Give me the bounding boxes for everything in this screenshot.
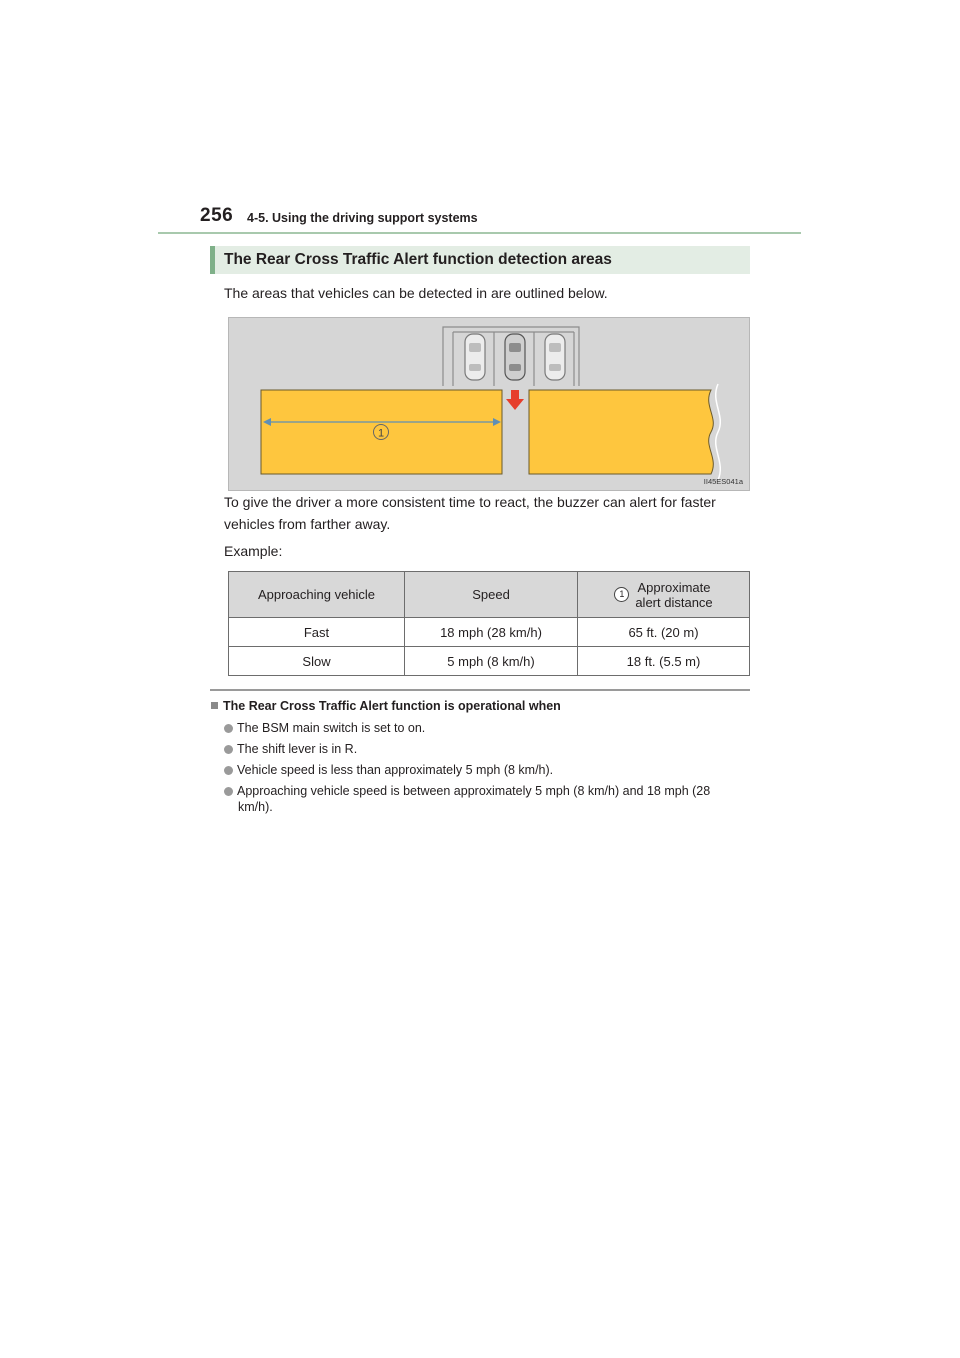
header-approaching-vehicle: Approaching vehicle bbox=[229, 572, 405, 618]
bullet-icon bbox=[224, 724, 233, 733]
header-alert-distance bbox=[578, 572, 750, 618]
section-title: The Rear Cross Traffic Alert function detection areas bbox=[224, 251, 612, 268]
bullet-icon bbox=[224, 745, 233, 754]
table-row bbox=[229, 647, 750, 676]
bullet-icon bbox=[224, 787, 233, 796]
alert-distance-table bbox=[228, 571, 750, 676]
bullet-icon bbox=[224, 766, 233, 775]
detection-area-diagram bbox=[229, 318, 750, 491]
header-alert-distance-label: alert distance bbox=[635, 594, 713, 610]
header-divider bbox=[158, 232, 801, 234]
break-line-icon bbox=[716, 384, 721, 480]
buzzer-text-line1: To give the driver a more consistent time to react, the buzzer can alert for faster bbox=[224, 494, 716, 510]
cell-vehicle: Slow bbox=[229, 647, 405, 676]
figure-callout-label: 1 bbox=[377, 427, 385, 440]
page-header bbox=[200, 205, 800, 235]
reversing-car-icon bbox=[505, 334, 525, 380]
figure-code: II45ES041a bbox=[703, 477, 743, 486]
callout-1-icon: 1 bbox=[614, 587, 629, 602]
page-number: 256 bbox=[200, 205, 234, 226]
parked-car-right-icon bbox=[545, 334, 565, 380]
list-item-continuation: km/h). bbox=[238, 800, 273, 814]
list-item bbox=[224, 763, 754, 778]
notes-heading bbox=[211, 699, 561, 713]
reverse-direction-arrow-icon bbox=[506, 390, 524, 410]
list-item bbox=[224, 784, 754, 799]
cell-speed: 18 mph (28 km/h) bbox=[405, 618, 578, 647]
header-approximate: Approximate bbox=[637, 579, 711, 595]
note-text: The BSM main switch is set to on. bbox=[237, 721, 426, 735]
intro-text: The areas that vehicles can be detected in are outlined below. bbox=[224, 285, 608, 301]
cell-distance: 65 ft. (20 m) bbox=[578, 618, 750, 647]
notes-divider bbox=[210, 689, 750, 691]
note-text: The shift lever is in R. bbox=[237, 742, 358, 756]
notes-heading-text: The Rear Cross Traffic Alert function is operational when bbox=[223, 699, 561, 713]
cell-speed: 5 mph (8 km/h) bbox=[405, 647, 578, 676]
cell-distance: 18 ft. (5.5 m) bbox=[578, 647, 750, 676]
square-bullet-icon bbox=[211, 702, 218, 709]
note-text: Vehicle speed is less than approximately 5 mph (8 km/h). bbox=[237, 763, 554, 777]
note-text: Approaching vehicle speed is between approximately 5 mph (8 km/h) and 18 mph (28 bbox=[237, 784, 711, 798]
buzzer-text-line2: vehicles from farther away. bbox=[224, 516, 391, 532]
table-row bbox=[229, 618, 750, 647]
example-label: Example: bbox=[224, 543, 283, 559]
detection-zone-right bbox=[529, 390, 713, 474]
header-speed: Speed bbox=[405, 572, 578, 618]
section-title-bar bbox=[210, 246, 750, 274]
list-item bbox=[224, 721, 754, 736]
section-path: 4-5. Using the driving support systems bbox=[247, 211, 478, 225]
parked-car-left-icon bbox=[465, 334, 485, 380]
cell-vehicle: Fast bbox=[229, 618, 405, 647]
table-header-row bbox=[229, 572, 750, 618]
list-item bbox=[224, 742, 754, 757]
detection-area-figure bbox=[228, 317, 750, 491]
